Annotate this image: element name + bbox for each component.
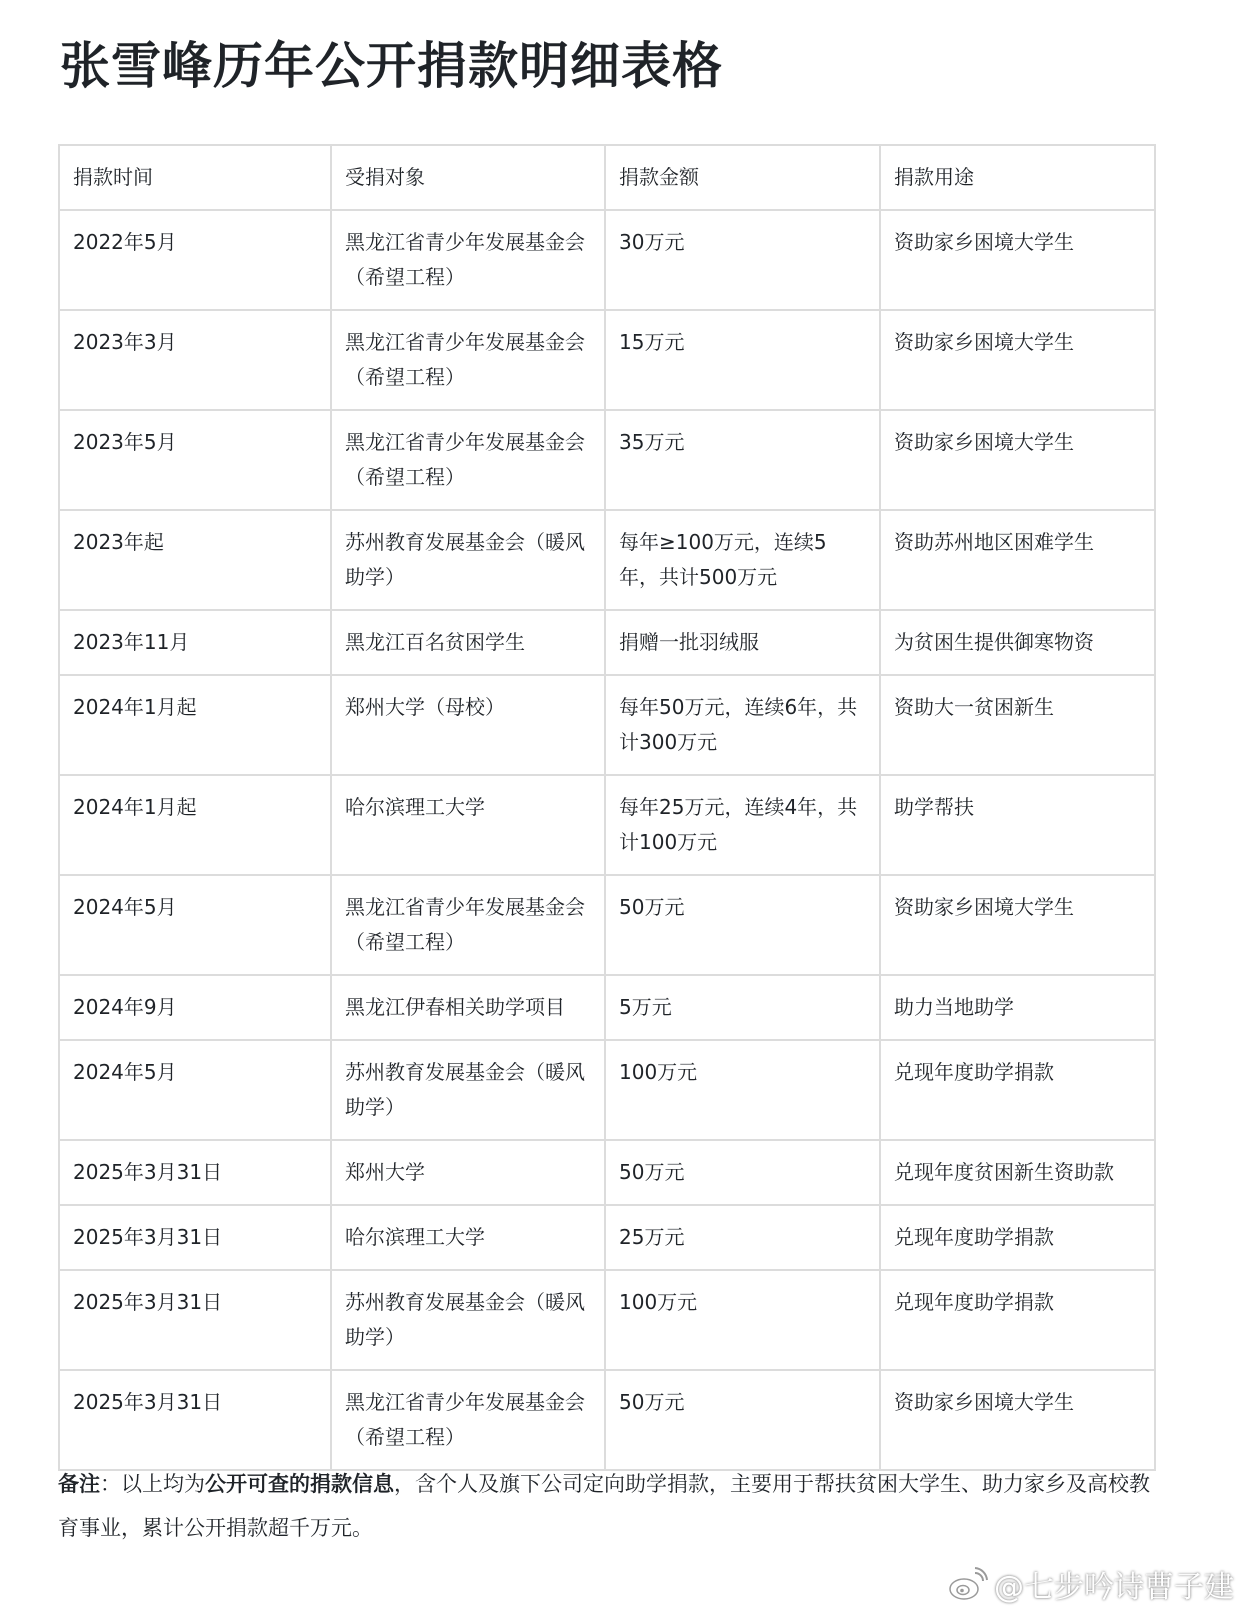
cell-purpose: 兑现年度助学捐款 (880, 1205, 1155, 1270)
table-row (59, 610, 1155, 675)
table-row (59, 510, 1155, 610)
cell-time: 2024年1月起 (59, 775, 331, 875)
cell-purpose: 助力当地助学 (880, 975, 1155, 1040)
cell-purpose: 资助家乡困境大学生 (880, 410, 1155, 510)
cell-recipient: 哈尔滨理工大学 (331, 1205, 605, 1270)
note-colon: ： (100, 1472, 121, 1496)
header-purpose: 捐款用途 (880, 145, 1155, 210)
header-time: 捐款时间 (59, 145, 331, 210)
cell-amount: 15万元 (605, 310, 880, 410)
cell-purpose: 资助家乡困境大学生 (880, 310, 1155, 410)
cell-purpose: 兑现年度助学捐款 (880, 1040, 1155, 1140)
table-row (59, 410, 1155, 510)
cell-time: 2023年3月 (59, 310, 331, 410)
cell-recipient: 苏州教育发展基金会（暖风助学） (331, 510, 605, 610)
cell-time: 2022年5月 (59, 210, 331, 310)
cell-recipient: 郑州大学 (331, 1140, 605, 1205)
watermark-text: @七步吟诗曹子建 (994, 1570, 1234, 1605)
table-row (59, 310, 1155, 410)
note-bold-text: 公开可查的捐款信息 (205, 1472, 394, 1496)
cell-purpose: 资助家乡困境大学生 (880, 875, 1155, 975)
cell-purpose: 资助苏州地区困难学生 (880, 510, 1155, 610)
table-row (59, 1205, 1155, 1270)
cell-amount: 25万元 (605, 1205, 880, 1270)
cell-recipient: 郑州大学（母校） (331, 675, 605, 775)
cell-amount: 100万元 (605, 1040, 880, 1140)
note-label: 备注 (58, 1472, 100, 1496)
cell-recipient: 黑龙江省青少年发展基金会（希望工程） (331, 310, 605, 410)
cell-amount: 50万元 (605, 1370, 880, 1470)
note-prefix: 以上均为 (121, 1472, 205, 1496)
cell-recipient: 哈尔滨理工大学 (331, 775, 605, 875)
cell-recipient: 苏州教育发展基金会（暖风助学） (331, 1040, 605, 1140)
cell-time: 2025年3月31日 (59, 1140, 331, 1205)
cell-time: 2024年5月 (59, 875, 331, 975)
cell-purpose: 资助家乡困境大学生 (880, 210, 1155, 310)
table-row (59, 675, 1155, 775)
cell-amount: 100万元 (605, 1270, 880, 1370)
cell-purpose: 资助家乡困境大学生 (880, 1370, 1155, 1470)
cell-purpose: 资助大一贫困新生 (880, 675, 1155, 775)
table-row (59, 1370, 1155, 1470)
cell-time: 2024年5月 (59, 1040, 331, 1140)
table-row (59, 1040, 1155, 1140)
cell-time: 2025年3月31日 (59, 1370, 331, 1470)
footnote (58, 1462, 1168, 1550)
donation-table (58, 144, 1156, 1471)
header-recipient: 受捐对象 (331, 145, 605, 210)
cell-recipient: 黑龙江省青少年发展基金会（希望工程） (331, 1370, 605, 1470)
watermark (948, 1562, 1234, 1606)
cell-purpose: 兑现年度贫困新生资助款 (880, 1140, 1155, 1205)
cell-time: 2023年5月 (59, 410, 331, 510)
table-header-row (59, 145, 1155, 210)
cell-amount: 每年25万元，连续4年，共计100万元 (605, 775, 880, 875)
cell-amount: 35万元 (605, 410, 880, 510)
cell-time: 2024年1月起 (59, 675, 331, 775)
page-title: 张雪峰历年公开捐款明细表格 (60, 37, 723, 95)
header-amount: 捐款金额 (605, 145, 880, 210)
cell-recipient: 黑龙江伊春相关助学项目 (331, 975, 605, 1040)
cell-recipient: 苏州教育发展基金会（暖风助学） (331, 1270, 605, 1370)
cell-recipient: 黑龙江百名贫困学生 (331, 610, 605, 675)
cell-amount: 50万元 (605, 1140, 880, 1205)
cell-amount: 5万元 (605, 975, 880, 1040)
cell-purpose: 为贫困生提供御寒物资 (880, 610, 1155, 675)
cell-time: 2023年起 (59, 510, 331, 610)
note-suffix: ，含个人及旗下公司定向助学捐款，主要用于帮扶贫困大学生、助力家乡及高校教育事业，累计公开捐款超千万元。 (58, 1472, 1150, 1540)
cell-amount: 捐赠一批羽绒服 (605, 610, 880, 675)
cell-amount: 50万元 (605, 875, 880, 975)
cell-amount: 每年50万元，连续6年，共计300万元 (605, 675, 880, 775)
cell-time: 2025年3月31日 (59, 1270, 331, 1370)
table-row (59, 1140, 1155, 1205)
cell-time: 2024年9月 (59, 975, 331, 1040)
cell-purpose: 助学帮扶 (880, 775, 1155, 875)
cell-recipient: 黑龙江省青少年发展基金会（希望工程） (331, 875, 605, 975)
table-row (59, 775, 1155, 875)
cell-amount: 每年≥100万元，连续5年，共计500万元 (605, 510, 880, 610)
cell-time: 2025年3月31日 (59, 1205, 331, 1270)
table-row (59, 975, 1155, 1040)
cell-amount: 30万元 (605, 210, 880, 310)
weibo-icon (948, 1567, 988, 1601)
cell-time: 2023年11月 (59, 610, 331, 675)
cell-purpose: 兑现年度助学捐款 (880, 1270, 1155, 1370)
cell-recipient: 黑龙江省青少年发展基金会（希望工程） (331, 210, 605, 310)
table-row (59, 875, 1155, 975)
table-row (59, 210, 1155, 310)
cell-recipient: 黑龙江省青少年发展基金会（希望工程） (331, 410, 605, 510)
table-row (59, 1270, 1155, 1370)
